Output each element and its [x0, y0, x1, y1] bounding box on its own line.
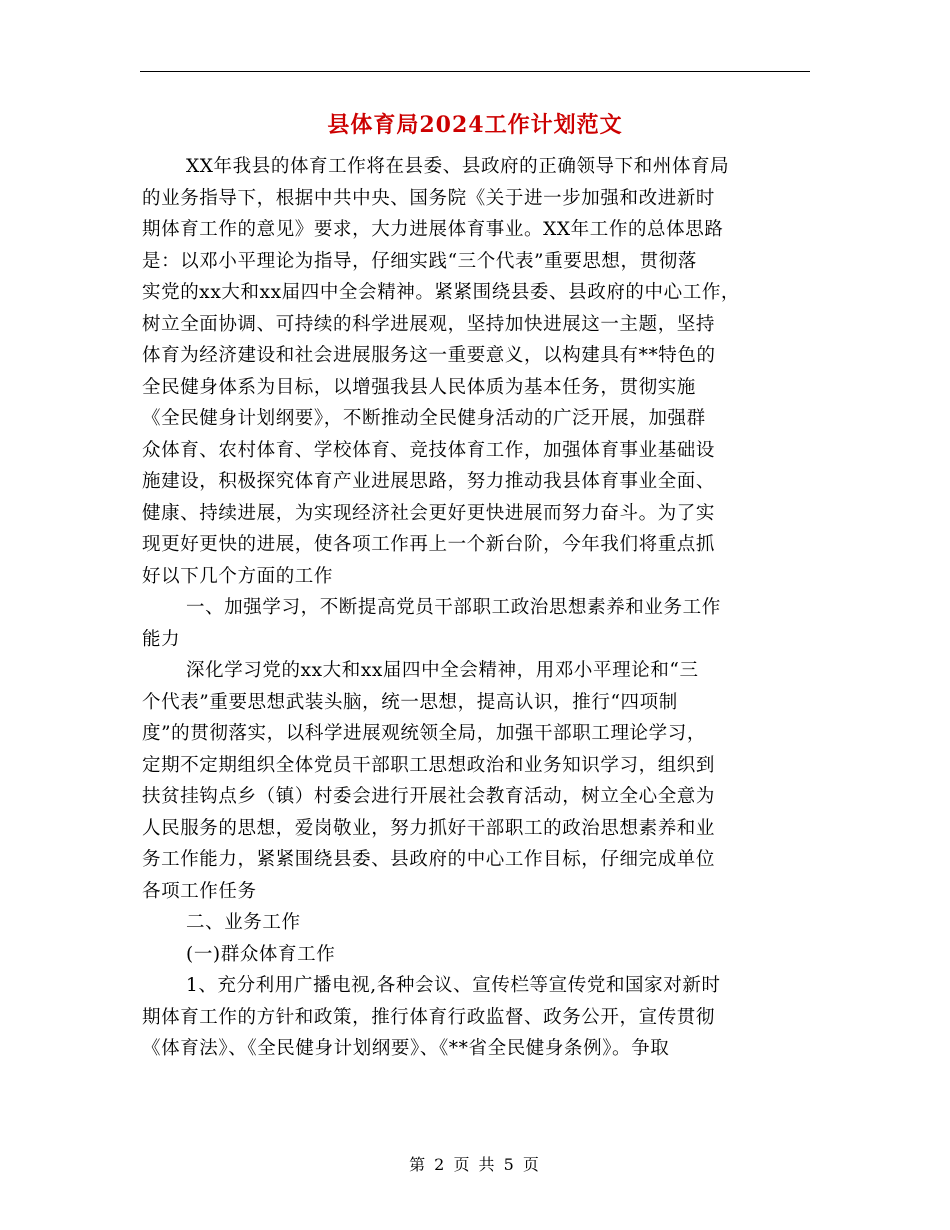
body-line: 各项工作任务 [142, 880, 257, 902]
body-line: 施建设，积极探究体育产业进展思路，努力推动我县体育事业全面、 [142, 471, 716, 492]
body-line: 树立全面协调、可持续的科学进展观，坚持加快进展这一主题，坚持 [142, 313, 716, 335]
body-line: 务工作能力，紧紧围绕县委、县政府的中心工作目标，仔细完成单位 [142, 849, 716, 870]
body-line: 期体育工作的意见》要求，大力进展体育事业。XX年工作的总体思路 [142, 219, 724, 240]
subsection-heading: (一)群众体育工作 [186, 943, 336, 965]
body-line: 《全民健身计划纲要》，不断推动全民健身活动的广泛开展，加强群 [142, 408, 706, 429]
document-title: 县体育局2024工作计划范文 [327, 112, 623, 138]
header-rule [140, 71, 810, 72]
body-line: 现更好更快的进展，使各项工作再上一个新台阶，今年我们将重点抓 [142, 534, 716, 555]
body-line: 体育为经济建设和社会进展服务这一重要意义，以构建具有**特色的 [142, 345, 716, 366]
body-line: 的业务指导下，根据中共中央、国务院《关于进一步加强和改进新时 [142, 187, 716, 209]
body-line: 度”的贯彻落实，以科学进展观统领全局，加强干部职工理论学习， [142, 723, 706, 744]
body-line: 实党的xx大和xx届四中全会精神。紧紧围绕县委、县政府的中心工作， [142, 282, 741, 303]
body-line: 期体育工作的方针和政策，推行体育行政监督、政务公开，宣传贯彻 [142, 1006, 716, 1028]
body-line: 扶贫挂钩点乡（镇）村委会进行开展社会教育活动，树立全心全意为 [142, 786, 716, 807]
body-line: XX年我县的体育工作将在县委、县政府的正确领导下和州体育局 [186, 156, 730, 177]
body-line: 1、充分利用广播电视,各种会议、宣传栏等宣传党和国家对新时 [186, 975, 721, 996]
page-number: 第 2 页 共 5 页 [409, 1155, 541, 1174]
body-line: 深化学习党的xx大和xx届四中全会精神，用邓小平理论和“三 [186, 660, 699, 681]
body-line: 众体育、农村体育、学校体育、竞技体育工作，加强体育事业基础设 [142, 439, 716, 461]
body-line: 全民健身体系为目标，以增强我县人民体质为基本任务，贯彻实施 [142, 376, 696, 398]
section-heading-1: 一、加强学习，不断提高党员干部职工政治思想素养和业务工作 [186, 597, 721, 618]
body-line: 好以下几个方面的工作 [142, 565, 334, 587]
body-line: 定期不定期组织全体党员干部职工思想政治和业务知识学习，组织到 [142, 754, 716, 776]
section-heading-2: 二、业务工作 [186, 912, 301, 933]
body-line: 人民服务的思想，爱岗敬业，努力抓好干部职工的政治思想素养和业 [142, 817, 716, 839]
section-heading-1-cont: 能力 [142, 628, 181, 650]
body-line: 是：以邓小平理论为指导，仔细实践“三个代表”重要思想，贯彻落 [142, 250, 697, 272]
body-line: 个代表”重要思想武装头脑，统一思想，提高认识，推行“四项制 [142, 691, 678, 713]
document-body [142, 151, 810, 1065]
body-line: 健康、持续进展，为实现经济社会更好更快进展而努力奋斗。为了实 [142, 502, 716, 524]
body-line: 《体育法》、《全民健身计划纲要》、《**省全民健身条例》。争取 [142, 1038, 670, 1059]
